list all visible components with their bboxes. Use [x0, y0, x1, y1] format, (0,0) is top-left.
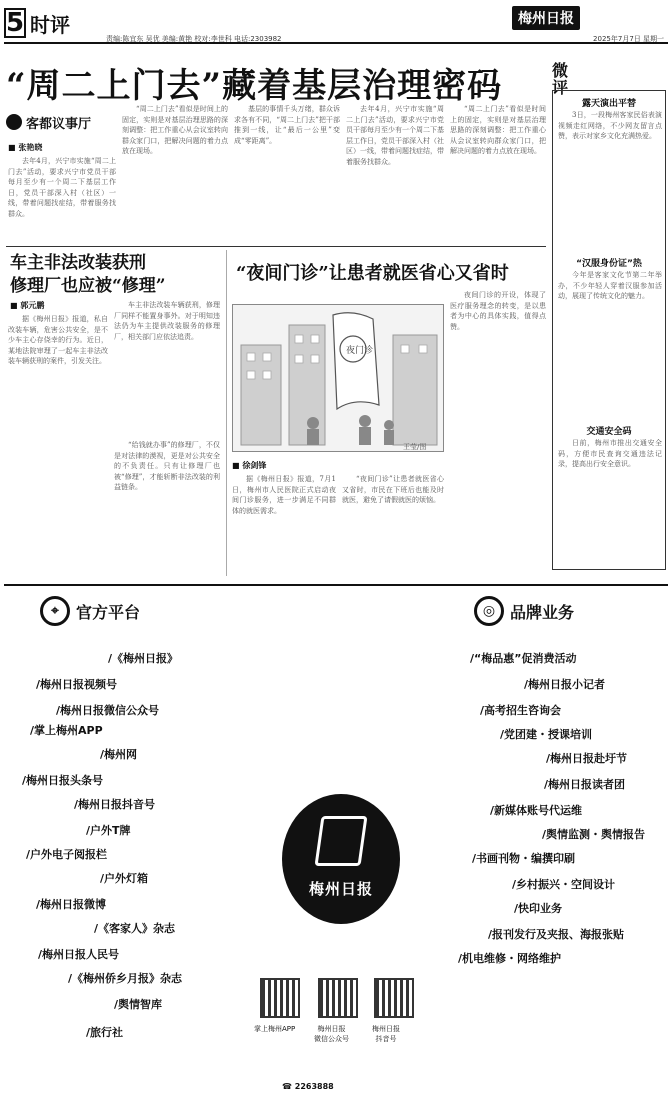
- business-item: /梅州日报小记者: [524, 678, 606, 691]
- business-item: /党团建・授课培训: [500, 728, 593, 741]
- business-item: /书画刊物・编撰印刷: [472, 852, 576, 865]
- platform-item: /梅州日报抖音号: [74, 798, 156, 811]
- column-body-4: 去年4月，兴宁市实施“周二上门去”活动，要求兴宁市党员干部每月至少有一个周二下基层工作日，党员干部深入村（社区）一线，带着问题找症结，带着服务找群众。: [346, 105, 444, 166]
- business-item: /梅州日报读者团: [544, 778, 626, 791]
- left-panel-label: 官方平台: [76, 602, 141, 622]
- article1-body-3: “给钱就办事”的修理厂，不仅是对法律的漠视，更是对公共安全的不负责任。只有让修理厂也被“修理”，才能斩断非法改装的利益链条。: [114, 441, 220, 491]
- section-number: 5: [6, 8, 25, 38]
- column-badge: [6, 112, 120, 132]
- right-panel-title: [474, 596, 574, 626]
- qr-code-app: [260, 978, 300, 1018]
- sidebar-title: 微评: [552, 61, 569, 97]
- editor-credits: 责编:陈宜东 吴优 美编:黄艳 校对:李世科 电话:2303982: [106, 35, 282, 43]
- article1-author: ■ 郭元鹏: [10, 301, 45, 310]
- column-body-1: 去年4月，兴宁市实施“周二上门去”活动，要求兴宁市党员干部每月至少有一个周二下基层工作日，党员干部深入村（社区）一线，带着问题找症结，带着服务找群众。: [8, 157, 116, 218]
- qr-label: 梅州日报 抖音号: [372, 1025, 400, 1043]
- illustration-sign-text: 夜门诊: [346, 346, 374, 356]
- platform-item: /户外灯箱: [100, 872, 149, 885]
- platform-item: /梅州网: [100, 748, 138, 761]
- newspaper-logo: 梅州日报: [512, 6, 580, 30]
- sidebar-item-text: 日前，梅州市推出交通安全码，方便市民查询交通违法记录，提高出行安全意识。: [558, 439, 662, 468]
- section-name: 时评: [30, 12, 70, 37]
- platform-item: /《梅州侨乡月报》杂志: [68, 972, 183, 985]
- article1-title-line2: 修理厂也应被“修理”: [10, 276, 166, 296]
- location-pin-icon: ⌖: [40, 596, 70, 626]
- platform-item: /《客家人》杂志: [94, 922, 176, 935]
- right-panel-label: 品牌业务: [510, 602, 575, 622]
- sidebar-item-title: “汉服身份证”热: [576, 259, 642, 269]
- business-item: /机电维修・网络维护: [458, 952, 562, 965]
- column-name: 客都议事厅: [26, 116, 92, 132]
- qr-code-douyin: [374, 978, 414, 1018]
- sidebar-item-text: 今年是客家文化节第二年举办，不少年轻人穿着汉服参加活动，展现了传统文化的魅力。: [558, 271, 662, 300]
- article2-title: “夜间门诊”让患者就医省心又省时: [236, 263, 509, 284]
- platform-item: /梅州日报微博: [36, 898, 107, 911]
- business-item: /高考招生咨询会: [480, 704, 562, 717]
- platform-item: /梅州日报微信公众号: [56, 704, 160, 717]
- issue-date: 2025年7月7日 星期一: [593, 35, 664, 43]
- column-body-2: “周二上门去”看似是时间上的固定，实则是对基层治理思路的深刻调整：把工作重心从会议室转向群众家门口，把解决问题的着力点放在现场。: [122, 105, 228, 155]
- platform-item: /户外T牌: [86, 824, 131, 837]
- platform-item: /旅行社: [86, 1026, 124, 1039]
- qr-label: 掌上梅州APP: [254, 1025, 296, 1033]
- clinic-illustration: [232, 304, 444, 452]
- divider: [6, 246, 546, 247]
- article1-body-1: 据《梅州日报》报道，私自改装车辆，危害公共安全，是不少车主心存侥幸的行为。近日，某地法院审理了一起车主非法改装车辆获刑的案件，引发关注。: [8, 315, 108, 365]
- emblem-text: 梅州日报: [308, 880, 373, 898]
- main-headline: “周二上门去”藏着基层治理密码: [6, 66, 503, 106]
- column-rule: [226, 250, 227, 576]
- business-item: /新媒体账号代运维: [490, 804, 583, 817]
- newspaper-emblem: [282, 794, 400, 924]
- platform-item: /掌上梅州APP: [30, 724, 103, 737]
- article2-body-1: 据《梅州日报》报道，7月1日，梅州市人民医院正式启动夜间门诊服务，进一步满足不同群体的就医需求。: [232, 475, 336, 515]
- phone-number: ☎ 2263888: [282, 1082, 334, 1091]
- article1-body-2: 车主非法改装车辆获刑，修理厂同样不能置身事外。对于明知违法仍为车主提供改装服务的修理厂，相关部门应依法追责。: [114, 301, 220, 341]
- column-body-5: “周二上门去”看似是时间上的固定，实则是对基层治理思路的深刻调整：把工作重心从会议室转向群众家门口，把解决问题的着力点放在现场。: [450, 105, 546, 155]
- qr-code-wechat: [318, 978, 358, 1018]
- article2-body-3: 夜间门诊的开设，体现了医疗服务理念的转变，是以患者为中心的具体实践，值得点赞。: [450, 291, 546, 331]
- sidebar-item-title: 露天演出平替: [581, 99, 636, 109]
- article2-author: ■ 徐剑锋: [232, 461, 267, 470]
- column-body-3: 基层的事情千头万绪，群众诉求各有不同，“周二上门去”把干部推到一线，让“最后一公里”变成“零距离”。: [234, 105, 340, 145]
- article2-body-2: “夜间门诊”让患者就医省心又省时，市民在下班后也能及时就医，避免了请假就医的烦恼。: [342, 475, 444, 504]
- illustration-signature: 王莹/图: [403, 443, 427, 451]
- sidebar-item-title: 交通安全码: [586, 427, 632, 437]
- platform-item: /梅州日报人民号: [38, 948, 120, 961]
- platform-item: /梅州日报头条号: [22, 774, 104, 787]
- business-item: /梅州日报赴圩节: [546, 752, 628, 765]
- platform-item: /梅州日报视频号: [36, 678, 118, 691]
- platform-item: /舆情智库: [114, 998, 163, 1011]
- section-label: [4, 4, 74, 42]
- qr-label: 梅州日报 微信公众号: [314, 1025, 349, 1043]
- business-item: /“梅品惠”促消费活动: [470, 652, 577, 665]
- platform-item: /《梅州日报》: [108, 652, 179, 665]
- column-badge-icon: [6, 114, 22, 130]
- left-panel-title: [40, 596, 140, 626]
- page-header: [4, 4, 668, 44]
- article1-title: [10, 252, 220, 298]
- platform-item: /户外电子阅报栏: [26, 848, 108, 861]
- business-item: /快印业务: [514, 902, 563, 915]
- target-icon: ◎: [474, 596, 504, 626]
- article1-title-line1: 车主非法改装获刑: [10, 253, 146, 273]
- sidebar-item-text: 3日，一段梅州客家民俗表演视频走红网络，不少网友留言点赞，表示对家乡文化充满热爱。: [558, 111, 662, 140]
- column-author: ■ 张艳晓: [8, 143, 43, 152]
- business-item: /乡村振兴・空间设计: [512, 878, 616, 891]
- business-item: /报刊发行及夹报、海报张贴: [488, 928, 625, 941]
- emblem-mark-icon: [314, 816, 367, 866]
- business-item: /舆情监测・舆情报告: [542, 828, 646, 841]
- clinic-illustration-svg: [233, 305, 444, 452]
